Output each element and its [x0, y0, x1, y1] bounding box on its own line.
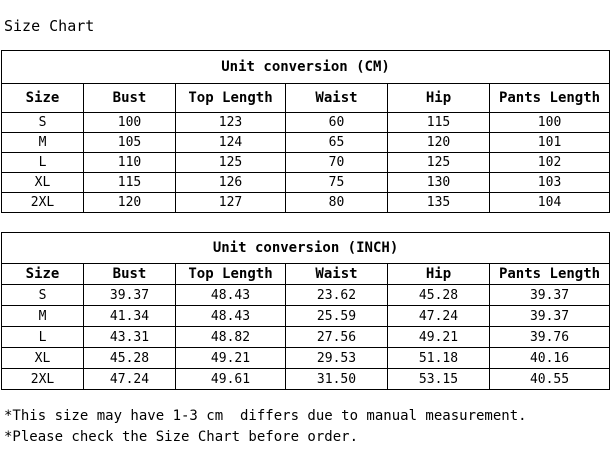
table-cell: 125 [388, 153, 490, 173]
table-cell: XL [2, 348, 84, 369]
column-header-size: Size [2, 264, 84, 285]
table-row [2, 369, 610, 390]
table-cell: 60 [286, 113, 388, 133]
table-row [2, 193, 610, 213]
note-line: *This size may have 1-3 cm differs due to manual measurement. [4, 408, 527, 424]
notes [4, 406, 527, 448]
table-cell: 48.82 [176, 327, 286, 348]
table-cell: 103 [490, 173, 610, 193]
table-cell: 47.24 [388, 306, 490, 327]
table-cell: L [2, 153, 84, 173]
table-cell: L [2, 327, 84, 348]
table-row [2, 173, 610, 193]
table-cell: 100 [490, 113, 610, 133]
table-cell: 39.37 [490, 285, 610, 306]
table-cell: 110 [84, 153, 176, 173]
size-table-cm [1, 50, 610, 213]
table-cell: M [2, 133, 84, 153]
table-row [2, 327, 610, 348]
column-header-bust: Bust [84, 84, 176, 113]
table-cell: 51.18 [388, 348, 490, 369]
table-cell: 48.43 [176, 306, 286, 327]
table-cell: 2XL [2, 369, 84, 390]
table-cell: XL [2, 173, 84, 193]
table-cell: 53.15 [388, 369, 490, 390]
column-header-bust: Bust [84, 264, 176, 285]
table-cell: 23.62 [286, 285, 388, 306]
table-cell: 2XL [2, 193, 84, 213]
table-cell: 40.55 [490, 369, 610, 390]
table-caption: Unit conversion (CM) [2, 51, 610, 84]
table-cell: 41.34 [84, 306, 176, 327]
column-header-pants-length: Pants Length [490, 84, 610, 113]
table-cell: 65 [286, 133, 388, 153]
table-cell: 105 [84, 133, 176, 153]
table-row [2, 113, 610, 133]
table-row [2, 133, 610, 153]
size-table-inch [1, 232, 610, 390]
table-cell: 115 [84, 173, 176, 193]
table-cell: 127 [176, 193, 286, 213]
table-cell: 120 [388, 133, 490, 153]
table-cell: M [2, 306, 84, 327]
table-cell: 70 [286, 153, 388, 173]
page-title: Size Chart [4, 17, 95, 35]
column-header-top-length: Top Length [176, 264, 286, 285]
table-row [2, 285, 610, 306]
table-cell: 123 [176, 113, 286, 133]
table-cell: 49.21 [176, 348, 286, 369]
column-header-waist: Waist [286, 84, 388, 113]
table-cell: 130 [388, 173, 490, 193]
table-cell: 29.53 [286, 348, 388, 369]
table-cell: 48.43 [176, 285, 286, 306]
table-cell: 45.28 [388, 285, 490, 306]
table-caption: Unit conversion (INCH) [2, 233, 610, 264]
table-cell: 115 [388, 113, 490, 133]
table-cell: 39.76 [490, 327, 610, 348]
column-header-waist: Waist [286, 264, 388, 285]
table-row [2, 348, 610, 369]
table-cell: 43.31 [84, 327, 176, 348]
column-header-hip: Hip [388, 264, 490, 285]
table-cell: 104 [490, 193, 610, 213]
table-cell: 126 [176, 173, 286, 193]
table-cell: 49.61 [176, 369, 286, 390]
table-cell: 102 [490, 153, 610, 173]
column-header-top-length: Top Length [176, 84, 286, 113]
table-cell: 27.56 [286, 327, 388, 348]
table-cell: S [2, 113, 84, 133]
table-cell: 124 [176, 133, 286, 153]
table-cell: 45.28 [84, 348, 176, 369]
table-row [2, 153, 610, 173]
table-cell: 135 [388, 193, 490, 213]
table-cell: 25.59 [286, 306, 388, 327]
table-cell: 49.21 [388, 327, 490, 348]
note-line: *Please check the Size Chart before order. [4, 429, 359, 445]
table-cell: 125 [176, 153, 286, 173]
table-row [2, 306, 610, 327]
table-cell: 100 [84, 113, 176, 133]
table-cell: 120 [84, 193, 176, 213]
table-cell: 40.16 [490, 348, 610, 369]
table-cell: 80 [286, 193, 388, 213]
table-cell: 75 [286, 173, 388, 193]
table-cell: 47.24 [84, 369, 176, 390]
column-header-pants-length: Pants Length [490, 264, 610, 285]
table-cell: 101 [490, 133, 610, 153]
table-cell: 39.37 [490, 306, 610, 327]
column-header-hip: Hip [388, 84, 490, 113]
table-cell: 39.37 [84, 285, 176, 306]
column-header-size: Size [2, 84, 84, 113]
table-cell: 31.50 [286, 369, 388, 390]
table-cell: S [2, 285, 84, 306]
